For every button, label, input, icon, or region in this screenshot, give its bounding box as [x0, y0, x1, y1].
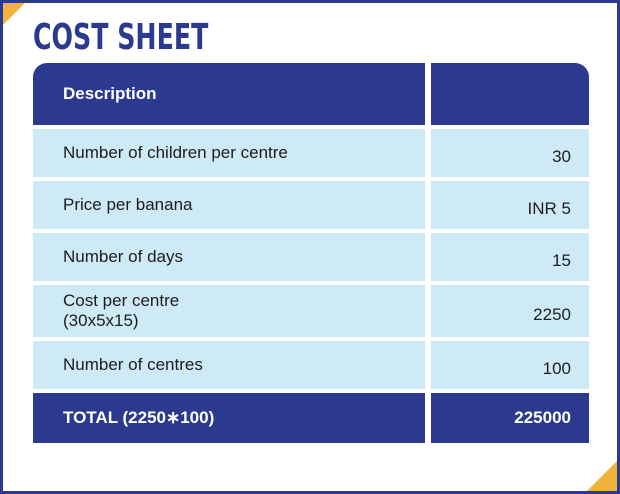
header-value [431, 63, 589, 125]
table-row [33, 341, 591, 389]
row-label: Number of days [33, 233, 425, 281]
table-row [33, 129, 591, 177]
row-label-line1: Cost per centre [63, 291, 180, 310]
total-value: 225000 [431, 393, 589, 443]
total-label: TOTAL (2250∗100) [33, 393, 425, 443]
row-label: Price per banana [33, 181, 425, 229]
table-row [33, 181, 591, 229]
table-row [33, 233, 591, 281]
corner-accent-bottom-right [587, 461, 617, 491]
row-value: 15 [431, 233, 589, 281]
row-value: 100 [431, 341, 589, 389]
row-value: 2250 [431, 285, 589, 337]
row-label [33, 285, 425, 337]
table-header-row [33, 63, 591, 125]
total-row [33, 393, 591, 443]
page-title: COST SHEET [33, 17, 209, 58]
row-value: 30 [431, 129, 589, 177]
row-value: INR 5 [431, 181, 589, 229]
cost-table [33, 63, 591, 443]
row-label: Number of centres [33, 341, 425, 389]
table-row [33, 285, 591, 337]
row-label-line2: (30x5x15) [63, 311, 139, 330]
row-label: Number of children per centre [33, 129, 425, 177]
header-description: Description [33, 63, 425, 125]
corner-accent-top-left [3, 3, 25, 25]
